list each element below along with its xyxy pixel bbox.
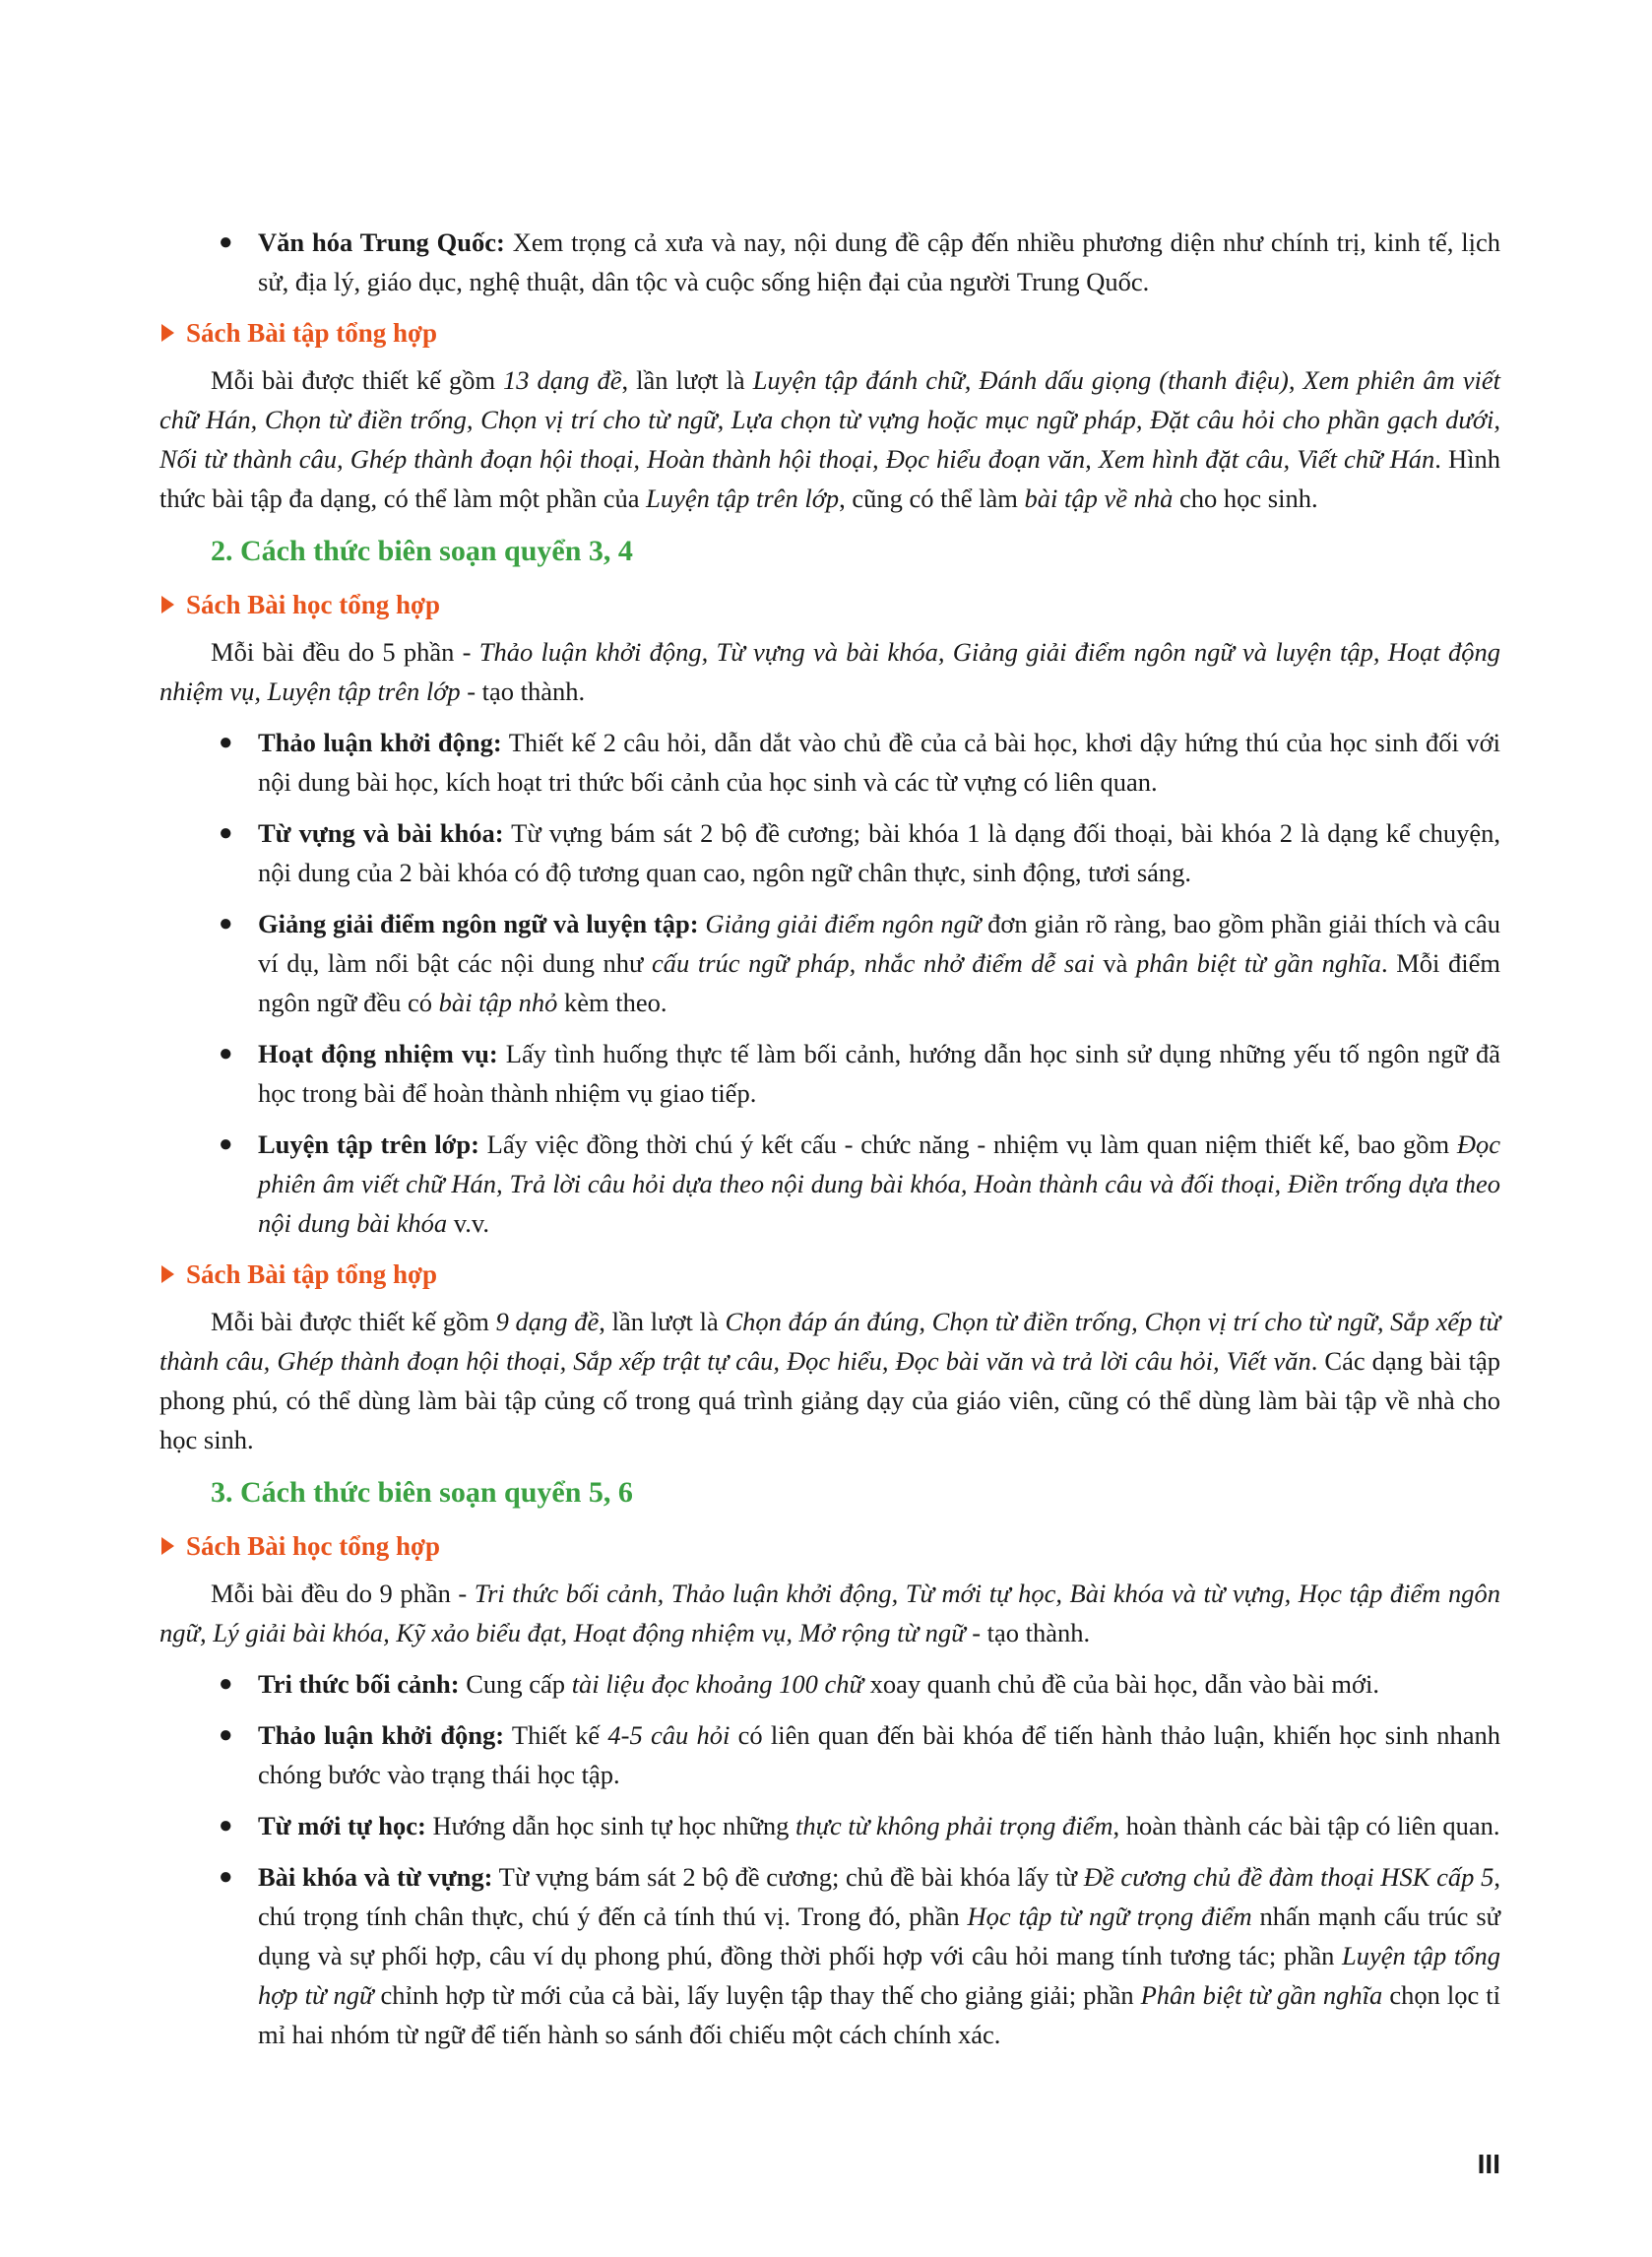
italic-run: Luyện tập trên lớp xyxy=(646,484,840,513)
bullet-bai-khoa xyxy=(159,1857,1500,2054)
text-run: . Các dạng bài tập phong phú, có thể dùng làm bài tập củng cố trong quá trình giảng dạy của giáo viên, cũng có thể dùng làm bài tập về nhà cho học sinh. xyxy=(159,1346,1501,1454)
bullet-lead: Bài khóa và từ vựng: xyxy=(258,1862,493,1892)
bullet-icon: ● xyxy=(219,730,233,755)
bullet-hoat-dong xyxy=(159,1034,1500,1113)
text-run: Lấy việc đồng thời chú ý kết cấu - chức năng - nhiệm vụ làm quan niệm thiết kế, bao gồm xyxy=(478,1129,1457,1159)
bullet-text: Từ vựng bám sát 2 bộ đề cương; bài khóa 1 là dạng đối thoại, bài khóa 2 là dạng kể chuyện, nội dung của 2 bài khóa có độ tương quan cao, ngôn ngữ chân thực, sinh động, tươi sáng. xyxy=(258,818,1500,887)
text-run: Từ vựng bám sát 2 bộ đề cương; chủ đề bài khóa lấy từ xyxy=(492,1862,1084,1892)
bullet-icon: ● xyxy=(219,1864,233,1890)
paragraph-bai-hoc-2 xyxy=(159,1574,1500,1652)
bullet-lead: Từ vựng và bài khóa: xyxy=(258,818,504,848)
bullet-tu-vung xyxy=(159,813,1500,892)
text-run: kèm theo. xyxy=(557,988,667,1017)
subheading-bai-hoc-1 xyxy=(159,585,1500,624)
bullet-icon: ● xyxy=(219,229,233,255)
bullet-lead: Thảo luận khởi động: xyxy=(258,1720,505,1750)
italic-run: Chọn đáp án đúng, Chọn từ điền trống, Chọn vị trí cho từ ngữ, Sắp xếp từ thành câu, Ghép thành đoạn hội thoại, Sắp xếp trật tự câu, Đọc hiểu, Đọc bài văn và trả lời câu hỏi, Viết văn xyxy=(159,1307,1500,1376)
bullet-icon: ● xyxy=(219,1722,233,1748)
bullet-lead: Luyện tập trên lớp: xyxy=(258,1129,479,1159)
italic-run: Tri thức bối cảnh, Thảo luận khởi động, Từ mới tự học, Bài khóa và từ vựng, Học tập điểm ngôn ngữ, Lý giải bài khóa, Kỹ xảo biểu đạt, Hoạt động nhiệm vụ, Mở rộng từ ngữ xyxy=(159,1579,1500,1647)
subheading-bai-tap-2 xyxy=(159,1255,1500,1294)
text-run: đơn giản rõ ràng, bao gồm phần giải thích và câu ví dụ, làm nổi bật các nội dung như xyxy=(258,909,1500,978)
text-run: - tạo thành. xyxy=(965,1618,1091,1647)
italic-run: Phân biệt từ gần nghĩa xyxy=(1140,1980,1383,2010)
italic-run: cấu trúc ngữ pháp, nhắc nhở điểm dễ sai xyxy=(652,948,1095,978)
bullet-lead: Văn hóa Trung Quốc: xyxy=(258,227,505,257)
bullet-van-hoa xyxy=(159,223,1500,301)
subheading-text: Sách Bài tập tổng hợp xyxy=(186,1259,438,1289)
italic-run: 13 dạng đề xyxy=(503,365,622,395)
italic-run: 4-5 câu hỏi xyxy=(607,1720,731,1750)
bullet-icon: ● xyxy=(219,1813,233,1838)
italic-run: 9 dạng đề xyxy=(495,1307,600,1336)
text-run: cho học sinh. xyxy=(1173,484,1318,513)
bullet-text: Lấy tình huống thực tế làm bối cảnh, hướng dẫn học sinh sử dụng những yếu tố ngôn ngữ đã học trong bài để hoàn thành nhiệm vụ giao tiếp. xyxy=(258,1039,1500,1108)
italic-run: Thảo luận khởi động, Từ vựng và bài khóa, Giảng giải điểm ngôn ngữ và luyện tập, Hoạt động nhiệm vụ, Luyện tập trên lớp xyxy=(159,637,1500,706)
italic-run: bài tập về nhà xyxy=(1024,484,1174,513)
italic-run: tài liệu đọc khoảng 100 chữ xyxy=(571,1669,864,1699)
text-run: , chú trọng tính chân thực, chú ý đến cả tính thú vị. Trong đó, phần xyxy=(258,1862,1500,1931)
bullet-text: Thiết kế 2 câu hỏi, dẫn dắt vào chủ đề của cả bài học, khơi dậy hứng thú của học sinh đối với nội dung bài học, kích hoạt tri thức bối cảnh của học sinh và các từ vựng có liên quan. xyxy=(258,728,1500,797)
paragraph-bai-tap-1 xyxy=(159,360,1500,518)
text-run: - tạo thành. xyxy=(460,677,586,706)
bullet-icon: ● xyxy=(219,1131,233,1157)
text-run: Mỗi bài đều do 9 phần - xyxy=(211,1579,475,1608)
text-run: , cũng có thể làm xyxy=(839,484,1025,513)
bullet-lead: Hoạt động nhiệm vụ: xyxy=(258,1039,498,1068)
text-run: Cung cấp xyxy=(459,1669,572,1699)
italic-run: Giảng giải điểm ngôn ngữ xyxy=(705,909,982,938)
subheading-text: Sách Bài tập tổng hợp xyxy=(186,318,438,348)
bullet-lead: Thảo luận khởi động: xyxy=(258,728,502,757)
italic-run: phân biệt từ gần nghĩa xyxy=(1136,948,1382,978)
italic-run: Học tập từ ngữ trọng điểm xyxy=(967,1902,1252,1931)
text-run: xoay quanh chủ đề của bài học, dẫn vào bài mới. xyxy=(863,1669,1379,1699)
section-heading-2: 2. Cách thức biên soạn quyển 3, 4 xyxy=(211,535,633,567)
bullet-thao-luan-2 xyxy=(159,1715,1500,1794)
bullet-luyen-tap xyxy=(159,1125,1500,1243)
text-run: , lần lượt là xyxy=(621,365,753,395)
text-run: , lần lượt là xyxy=(599,1307,726,1336)
bullet-tu-moi xyxy=(159,1806,1500,1845)
bullet-icon: ● xyxy=(219,820,233,846)
subheading-bai-hoc-2 xyxy=(159,1526,1500,1566)
bullet-thao-luan xyxy=(159,723,1500,802)
bullet-lead: Giảng giải điểm ngôn ngữ và luyện tập: xyxy=(258,909,699,938)
arrow-right-icon xyxy=(161,1265,174,1283)
text-run: . Hình thức bài tập đa dạng, có thể làm một phần của xyxy=(159,444,1501,513)
italic-run: Đọc phiên âm viết chữ Hán, Trả lời câu hỏi dựa theo nội dung bài khóa, Hoàn thành câu và đối thoại, Điền trống dựa theo nội dung bài khóa xyxy=(258,1129,1500,1238)
subheading-text: Sách Bài học tổng hợp xyxy=(186,1531,441,1561)
text-run: Mỗi bài được thiết kế gồm xyxy=(211,365,504,395)
text-run: . Mỗi điểm ngôn ngữ đều có xyxy=(258,948,1500,1017)
bullet-lead: Từ mới tự học: xyxy=(258,1811,426,1840)
subheading-bai-tap-1 xyxy=(159,313,1500,353)
text-run: Hướng dẫn học sinh tự học những xyxy=(425,1811,795,1840)
arrow-right-icon xyxy=(161,324,174,342)
page-number: III xyxy=(1477,2149,1500,2179)
bullet-icon: ● xyxy=(219,1041,233,1066)
italic-run: thực từ không phải trọng điểm xyxy=(794,1811,1113,1840)
italic-run: Luyện tập tổng hợp từ ngữ xyxy=(258,1941,1500,2010)
paragraph-bai-hoc-1 xyxy=(159,632,1500,711)
text-run: Mỗi bài được thiết kế gồm xyxy=(211,1307,496,1336)
bullet-text: Xem trọng cả xưa và nay, nội dung đề cập đến nhiều phương diện như chính trị, kinh tế, lịch sử, địa lý, giáo dục, nghệ thuật, dân tộc và cuộc sống hiện đại của người Trung Quốc. xyxy=(258,227,1500,296)
bullet-icon: ● xyxy=(219,1671,233,1697)
arrow-right-icon xyxy=(161,596,174,613)
arrow-right-icon xyxy=(161,1537,174,1555)
text-run: v.v. xyxy=(447,1208,490,1238)
text-run: nhấn mạnh cấu trúc sử dụng và sự phối hợp, câu ví dụ phong phú, đồng thời phối hợp với câu hỏi mang tính tương tác; phần xyxy=(258,1902,1500,1970)
bullet-lead: Tri thức bối cảnh: xyxy=(258,1669,460,1699)
page-content xyxy=(159,223,1500,2066)
text-run: chỉnh hợp từ mới của cả bài, lấy luyện tập thay thế cho giảng giải; phần xyxy=(373,1980,1141,2010)
bullet-giang-giai xyxy=(159,904,1500,1022)
section-heading-3: 3. Cách thức biên soạn quyển 5, 6 xyxy=(211,1476,633,1509)
text-run: có liên quan đến bài khóa để tiến hành thảo luận, khiến học sinh nhanh chóng bước vào trạng thái học tập. xyxy=(258,1720,1500,1789)
italic-run: Luyện tập đánh chữ, Đánh dấu giọng (thanh điệu), Xem phiên âm viết chữ Hán, Chọn từ điền trống, Chọn vị trí cho từ ngữ, Lựa chọn từ vựng hoặc mục ngữ pháp, Đặt câu hỏi cho phần gạch dưới, Nối từ thành câu, Ghép thành đoạn hội thoại, Hoàn thành hội thoại, Đọc hiểu đoạn văn, Xem hình đặt câu, Viết chữ Hán xyxy=(159,365,1501,474)
text-run: và xyxy=(1094,948,1137,978)
paragraph-bai-tap-2 xyxy=(159,1302,1500,1459)
italic-run: Đề cương chủ đề đàm thoại HSK cấp 5 xyxy=(1083,1862,1494,1892)
text-run: , hoàn thành các bài tập có liên quan. xyxy=(1112,1811,1500,1840)
italic-run: bài tập nhỏ xyxy=(438,988,558,1017)
text-run: Thiết kế xyxy=(504,1720,608,1750)
text-run: Mỗi bài đều do 5 phần - xyxy=(211,637,479,667)
subheading-text: Sách Bài học tổng hợp xyxy=(186,590,441,619)
text-run: chọn lọc tỉ mỉ hai nhóm từ ngữ để tiến hành so sánh đối chiếu một cách chính xác. xyxy=(258,1980,1500,2049)
bullet-icon: ● xyxy=(219,911,233,936)
bullet-tri-thuc xyxy=(159,1664,1500,1704)
